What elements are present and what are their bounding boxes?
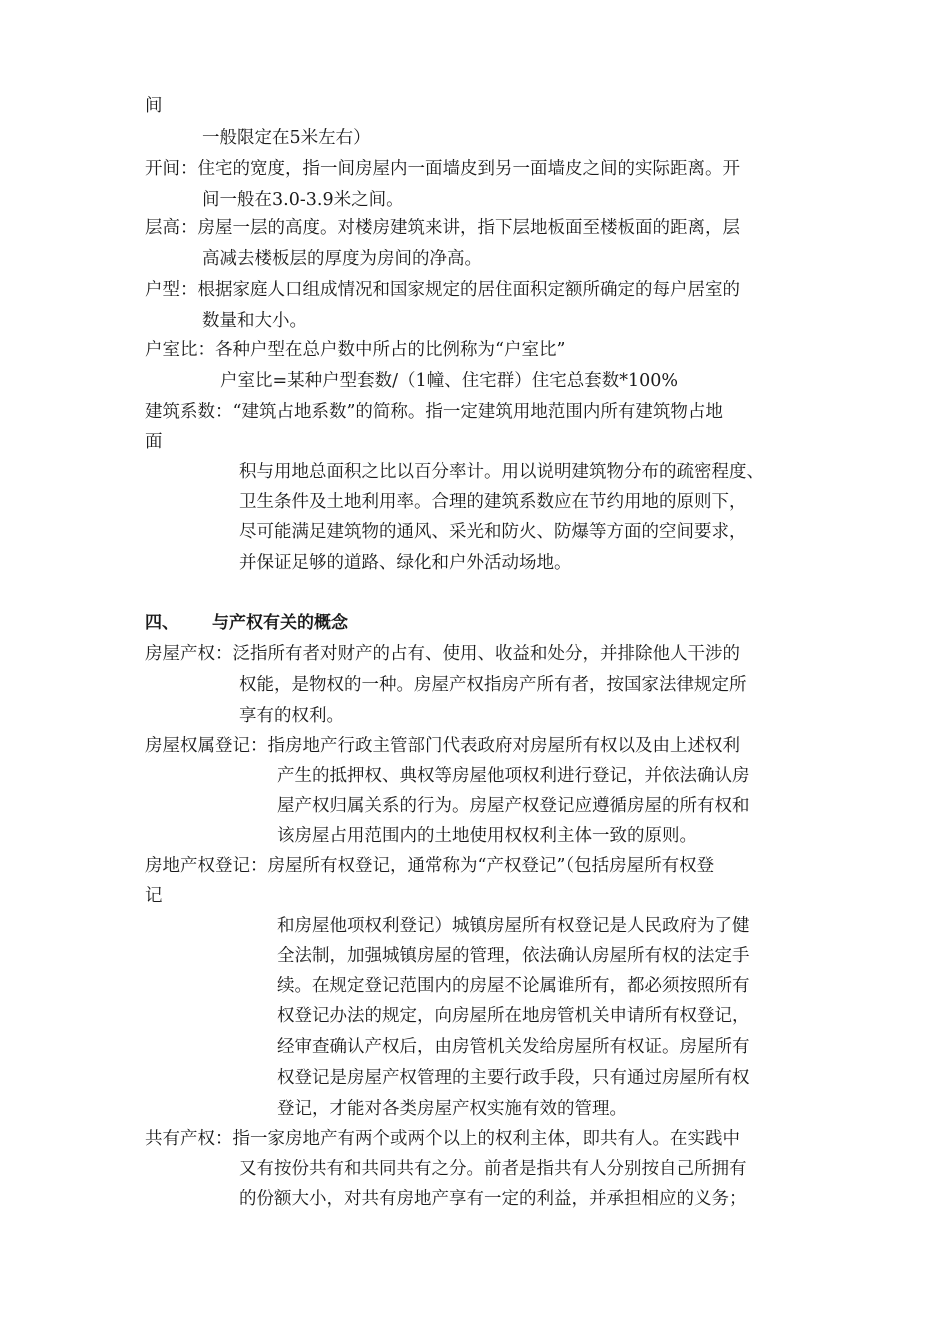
text-line: 间一般在3.0-3.9米之间。	[202, 190, 404, 210]
text-line: 层高：房屋一层的高度。对楼房建筑来讲，指下层地板面至楼板面的距离，层	[145, 218, 740, 238]
text-line: 产生的抵押权、典权等房屋他项权利进行登记，并依法确认房	[277, 766, 750, 786]
text-line: 卫生条件及土地利用率。合理的建筑系数应在节约用地的原则下，	[239, 492, 747, 512]
section-title: 与产权有关的概念	[212, 613, 348, 633]
text-line: 权登记办法的规定，向房屋所在地房管机关申请所有权登记，	[277, 1006, 750, 1026]
text-line: 房屋权属登记：指房地产行政主管部门代表政府对房屋所有权以及由上述权利	[145, 736, 740, 756]
text-line: 并保证足够的道路、绿化和户外活动场地。	[239, 553, 572, 573]
text-line: 户室比：各种户型在总户数中所占的比例称为“户室比”	[145, 340, 566, 360]
text-line: 房屋产权：泛指所有者对财产的占有、使用、收益和处分，并排除他人干涉的	[145, 644, 740, 664]
section-number: 四、	[145, 613, 179, 633]
text-line: 享有的权利。	[239, 706, 344, 726]
text-line: 权能，是物权的一种。房屋产权指房产所有者，按国家法律规定所	[239, 675, 747, 695]
text-line: 面	[145, 432, 163, 452]
text-line: 积与用地总面积之比以百分率计。用以说明建筑物分布的疏密程度、	[239, 462, 764, 482]
text-line: 开间：住宅的宽度，指一间房屋内一面墙皮到另一面墙皮之间的实际距离。开	[145, 159, 740, 179]
text-line: 一般限定在5米左右）	[202, 128, 371, 148]
text-line: 屋产权归属关系的行为。房屋产权登记应遵循房屋的所有权和	[277, 796, 750, 816]
text-line: 房地产权登记：房屋所有权登记，通常称为“产权登记”（包括房屋所有权登	[145, 856, 715, 876]
text-line: 共有产权：指一家房地产有两个或两个以上的权利主体，即共有人。在实践中	[145, 1129, 740, 1149]
text-line: 户室比=某种户型套数/（1幢、住宅群）住宅总套数*100%	[220, 371, 678, 391]
text-line: 数量和大小。	[202, 311, 307, 331]
text-line: 登记，才能对各类房屋产权实施有效的管理。	[277, 1099, 627, 1119]
text-line: 记	[145, 886, 163, 906]
text-line: 高减去楼板层的厚度为房间的净高。	[202, 249, 482, 269]
text-line: 经审查确认产权后，由房管机关发给房屋所有权证。房屋所有	[277, 1037, 750, 1057]
text-line: 续。在规定登记范围内的房屋不论属谁所有，都必须按照所有	[277, 976, 750, 996]
text-line: 该房屋占用范围内的土地使用权权利主体一致的原则。	[277, 826, 697, 846]
text-line: 全法制，加强城镇房屋的管理，依法确认房屋所有权的法定手	[277, 946, 750, 966]
text-line: 户型：根据家庭人口组成情况和国家规定的居住面积定额所确定的每户居室的	[145, 280, 740, 300]
text-line: 又有按份共有和共同共有之分。前者是指共有人分别按自己所拥有	[239, 1159, 747, 1179]
text-line: 建筑系数：“建筑占地系数”的简称。指一定建筑用地范围内所有建筑物占地	[145, 402, 723, 422]
text-line: 尽可能满足建筑物的通风、采光和防火、防爆等方面的空间要求，	[239, 522, 747, 542]
text-line: 和房屋他项权利登记）城镇房屋所有权登记是人民政府为了健	[277, 916, 750, 936]
text-line: 的份额大小，对共有房地产享有一定的利益，并承担相应的义务；	[239, 1189, 747, 1209]
text-line: 权登记是房屋产权管理的主要行政手段，只有通过房屋所有权	[277, 1068, 750, 1088]
text-line: 间	[145, 96, 163, 116]
